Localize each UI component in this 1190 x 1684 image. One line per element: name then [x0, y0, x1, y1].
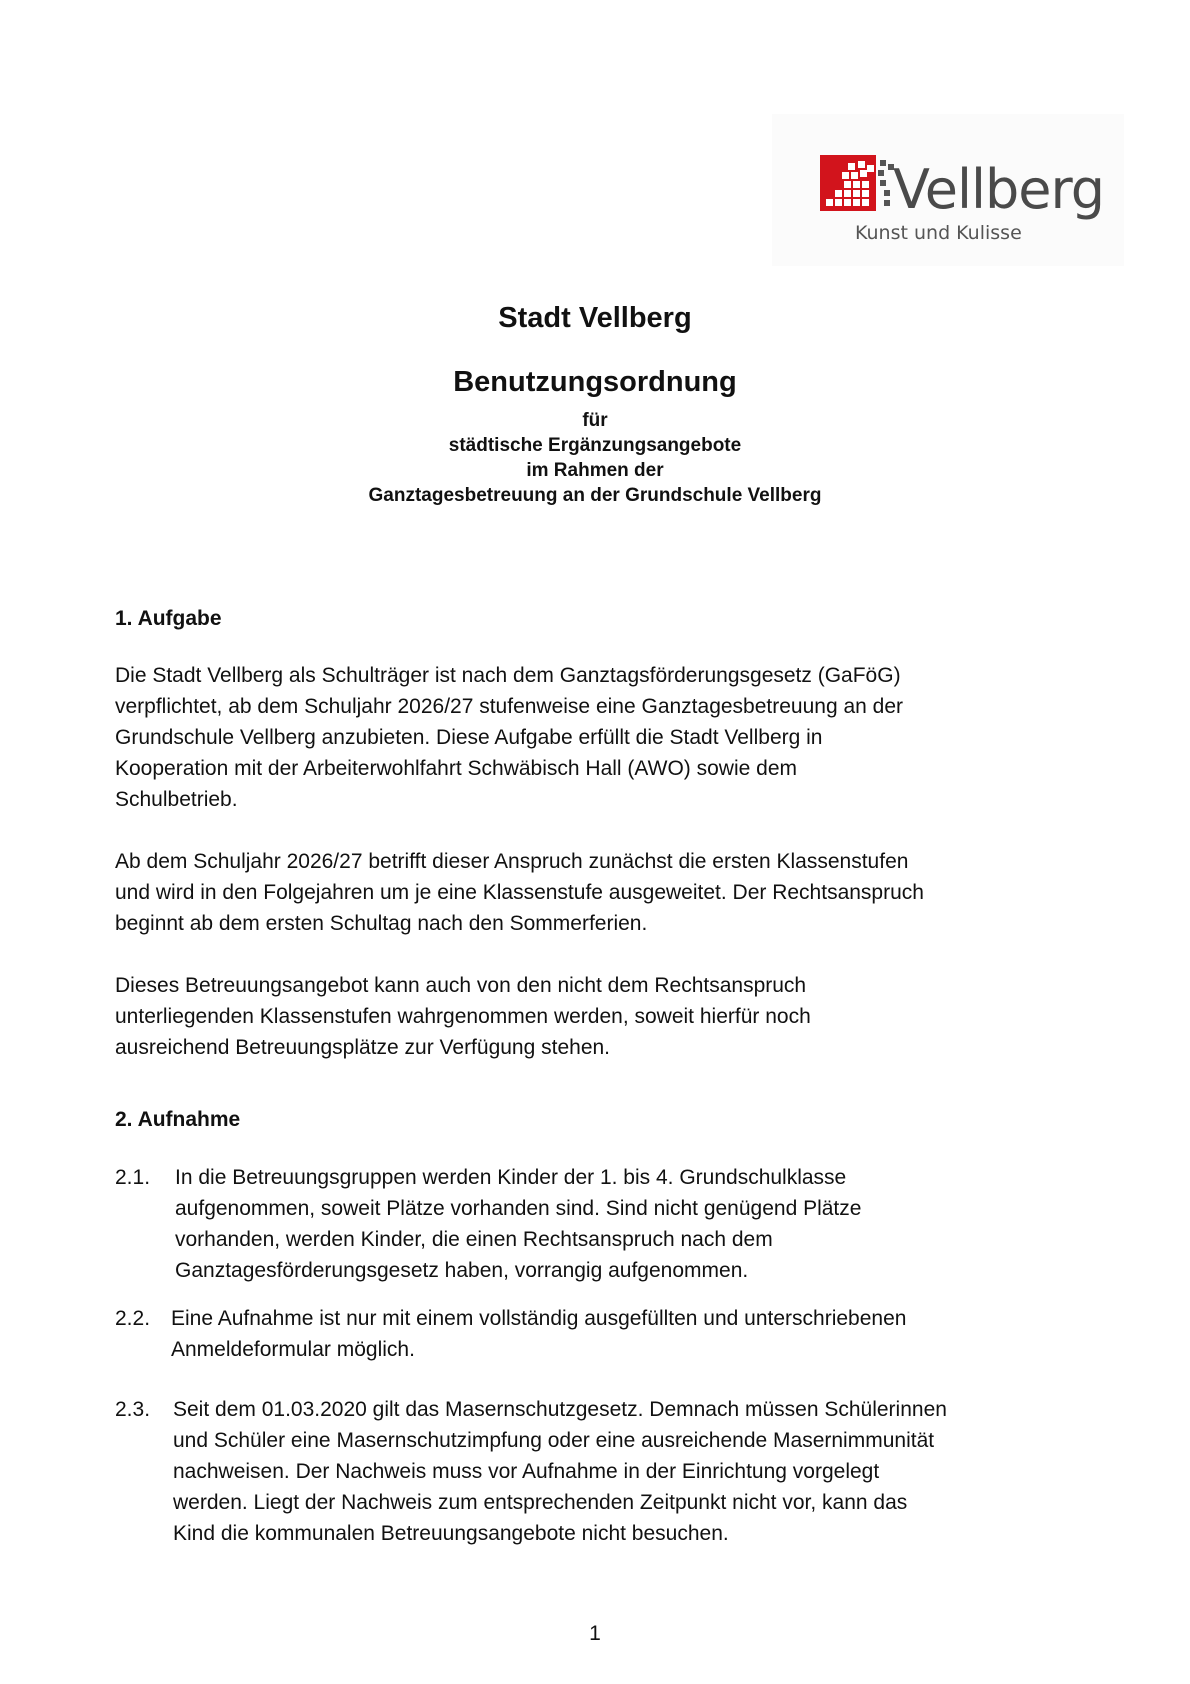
page-number: 1	[589, 1622, 601, 1645]
logo-tagline: Kunst und Kulisse	[855, 222, 1022, 244]
subtitle-line: Ganztagesbetreuung an der Grundschule Vellberg	[368, 485, 822, 506]
item-number: 2.3.	[115, 1398, 151, 1421]
logo-wordmark: Vellberg	[893, 158, 1105, 221]
section-heading-aufnahme: 2. Aufnahme	[115, 1108, 241, 1131]
item-text: Eine Aufnahme ist nur mit einem vollständig ausgefüllten und unterschriebenen Anmeldeformular möglich.	[171, 1307, 907, 1361]
subtitle-line: für	[582, 410, 608, 431]
item-number: 2.1.	[115, 1166, 151, 1189]
subtitle-line: im Rahmen der	[526, 460, 664, 481]
item-text: Seit dem 01.03.2020 gilt das Masernschutzgesetz. Demnach müssen Schülerinnen und Schüler eine Masernschutzimpfung oder eine ausreichende Masernimmunität nachweisen. Der Nachweis muss vor Aufnahme in der Einrichtung vorgelegt werden. Liegt der Nachweis zum entsprechenden Zeitpunkt nicht vor, kann das Kind die kommunalen Betreuungsangebote nicht besuchen.	[173, 1398, 947, 1545]
item-text: In die Betreuungsgruppen werden Kinder der 1. bis 4. Grundschulklasse aufgenommen, soweit Plätze vorhanden sind. Sind nicht genügend Plätze vorhanden, werden Kinder, die einen Rechtsanspruch nach dem Ganztagesförderungsgesetz haben, vorrangig aufgenommen.	[175, 1166, 862, 1282]
section-heading-aufgabe: 1. Aufgabe	[115, 607, 222, 630]
paragraph: Die Stadt Vellberg als Schulträger ist nach dem Ganztagsförderungsgesetz (GaFöG) verpflichtet, ab dem Schuljahr 2026/27 stufenweise eine Ganztagesbetreuung an der Grundschule Vellberg anzubieten. Diese Aufgabe erfüllt die Stadt Vellberg in Kooperation mit der Arbeiterwohlfahrt Schwäbisch Hall (AWO) sowie dem Schulbetrieb.	[115, 664, 904, 811]
subtitle-line: städtische Ergänzungsangebote	[448, 435, 742, 456]
city-title: Stadt Vellberg	[498, 302, 692, 334]
paragraph: Dieses Betreuungsangebot kann auch von den nicht dem Rechtsanspruch unterliegenden Klassenstufen wahrgenommen werden, soweit hierfür noch ausreichend Betreuungsplätze zur Verfügung stehen.	[115, 974, 811, 1059]
paragraph: Ab dem Schuljahr 2026/27 betrifft dieser Anspruch zunächst die ersten Klassenstufen und wird in den Folgejahren um je eine Klassenstufe ausgeweitet. Der Rechtsanspruch beginnt ab dem ersten Schultag nach den Sommerferien.	[115, 850, 924, 935]
vellberg-tower-logo-icon	[820, 155, 876, 211]
item-number: 2.2.	[115, 1307, 151, 1330]
document-title: Benutzungsordnung	[453, 366, 737, 398]
